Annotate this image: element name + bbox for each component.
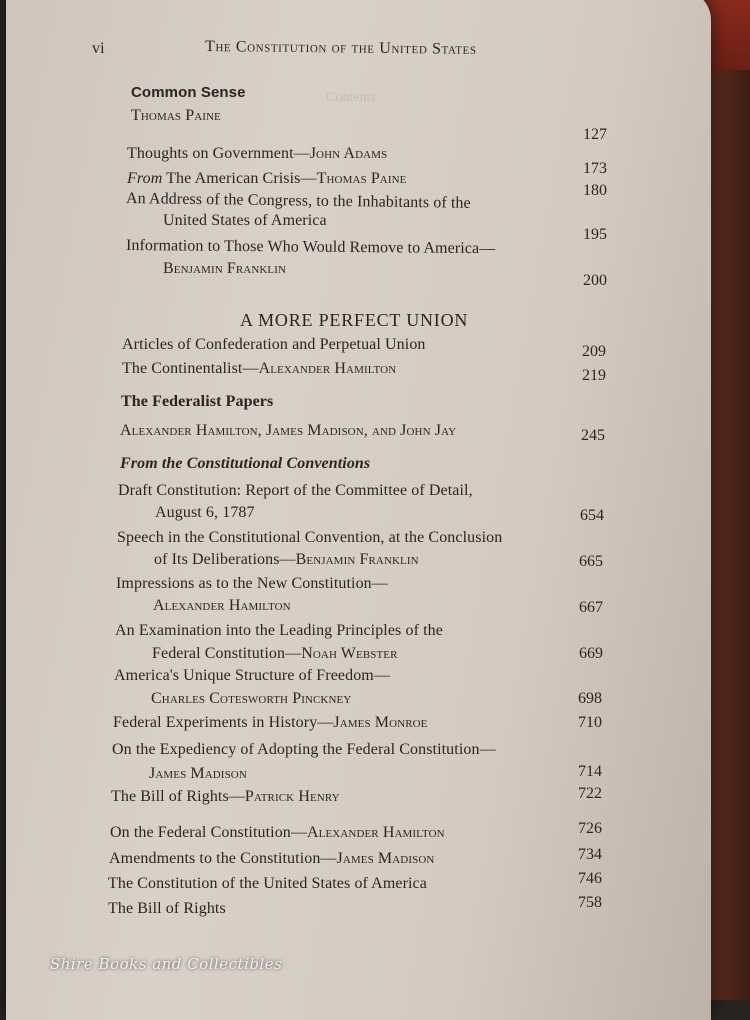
entry-title: Federal Constitution— <box>152 645 302 662</box>
entry-title: of Its Deliberations— <box>154 551 296 568</box>
bleed-through-text: Contents <box>326 90 376 105</box>
entry-author: Alexander Hamilton <box>153 597 291 614</box>
page-ref: 654 <box>580 507 604 524</box>
entry-title: Federal Experiments in History— <box>113 714 334 731</box>
entry-author: Charles Cotesworth Pinckney <box>151 690 352 707</box>
toc-entry: An Examination into the Leading Principles of the <box>115 622 443 639</box>
page-ref: 746 <box>578 870 602 887</box>
page-ref: 669 <box>579 645 603 662</box>
page-ref: 667 <box>579 599 603 616</box>
page-ref: 180 <box>583 182 607 199</box>
federalist-authors: Alexander Hamilton, James Madison, and John Jay <box>120 422 457 439</box>
page-ref: 698 <box>578 690 602 707</box>
toc-entry: Information to Those Who Would Remove to America— <box>125 237 496 258</box>
toc-entry: America's Unique Structure of Freedom— <box>114 667 390 684</box>
entry-title-italic: From <box>127 170 163 187</box>
page-ref: 710 <box>578 714 602 731</box>
toc-entry: An Address of the Congress, to the Inhabitants of the <box>125 190 471 212</box>
entry-author: James Monroe <box>333 714 428 731</box>
entry-author: Thomas Paine <box>316 170 407 187</box>
author-thomas-paine: Thomas Paine <box>131 107 221 124</box>
toc-entry-continuation <box>152 645 398 663</box>
entry-title: On the Federal Constitution— <box>110 824 308 841</box>
toc-entry: Speech in the Constitutional Convention, at the Conclusion <box>117 529 503 546</box>
entry-author: Alexander Hamilton <box>258 360 397 377</box>
entry-author: John Adams <box>309 145 388 162</box>
section-heading-federalist: The Federalist Papers <box>121 393 274 410</box>
entry-title: The American Crisis— <box>162 170 317 187</box>
toc-entry <box>111 788 340 806</box>
page-ref: 219 <box>582 367 606 384</box>
page-ref: 200 <box>583 272 607 289</box>
section-heading-conventions: From the Constitutional Conventions <box>120 455 371 472</box>
part-heading: A MORE PERFECT UNION <box>240 310 469 330</box>
toc-entry <box>127 170 406 188</box>
entry-author: Alexander Hamilton <box>307 824 445 841</box>
toc-entry <box>127 145 387 163</box>
entry-title: Amendments to the Constitution— <box>109 850 337 867</box>
toc-entry-continuation: United States of America <box>163 212 327 229</box>
entry-title: The Continentalist— <box>122 360 259 377</box>
page-ref: 209 <box>582 343 606 360</box>
toc-entry-continuation: August 6, 1787 <box>155 504 255 521</box>
toc-entry-continuation <box>154 551 419 569</box>
page-ref: 758 <box>578 894 602 911</box>
entry-title: Thoughts on Government— <box>127 145 310 162</box>
page-ref: 195 <box>583 226 607 243</box>
page-ref: 734 <box>578 846 602 863</box>
entry-author: Benjamin Franklin <box>295 551 419 568</box>
page-ref: 245 <box>581 427 605 444</box>
page-ref: 173 <box>583 160 607 177</box>
toc-entry: Articles of Confederation and Perpetual Union <box>122 336 426 353</box>
page-ref: 726 <box>578 820 602 837</box>
toc-entry: Impressions as to the New Constitution— <box>116 575 388 592</box>
entry-title: The Bill of Rights— <box>111 788 245 805</box>
entry-author: Patrick Henry <box>244 788 340 805</box>
toc-entry: On the Expediency of Adopting the Federal Constitution— <box>112 741 496 758</box>
toc-entry: The Bill of Rights <box>108 900 226 917</box>
toc-entry: Draft Constitution: Report of the Committee of Detail, <box>118 482 473 499</box>
page-ref: 127 <box>583 126 607 143</box>
page-ref: 665 <box>579 553 603 570</box>
entry-author: James Madison <box>149 765 247 782</box>
page-number: vi <box>92 40 105 57</box>
entry-author: James Madison <box>336 850 435 867</box>
toc-entry <box>113 714 428 732</box>
watermark-text: Shire Books and Collectibles <box>50 955 283 973</box>
running-title: The Constitution of the United States <box>204 38 477 58</box>
toc-entry: The Constitution of the United States of America <box>108 875 427 892</box>
section-heading-common-sense: Common Sense <box>131 84 246 101</box>
page-ref: 714 <box>578 763 602 780</box>
toc-entry <box>110 824 445 842</box>
toc-entry <box>122 360 396 378</box>
toc-entry <box>109 850 434 868</box>
page-ref: 722 <box>578 785 602 802</box>
entry-author: Benjamin Franklin <box>163 260 287 277</box>
entry-author: Noah Webster <box>301 645 398 662</box>
